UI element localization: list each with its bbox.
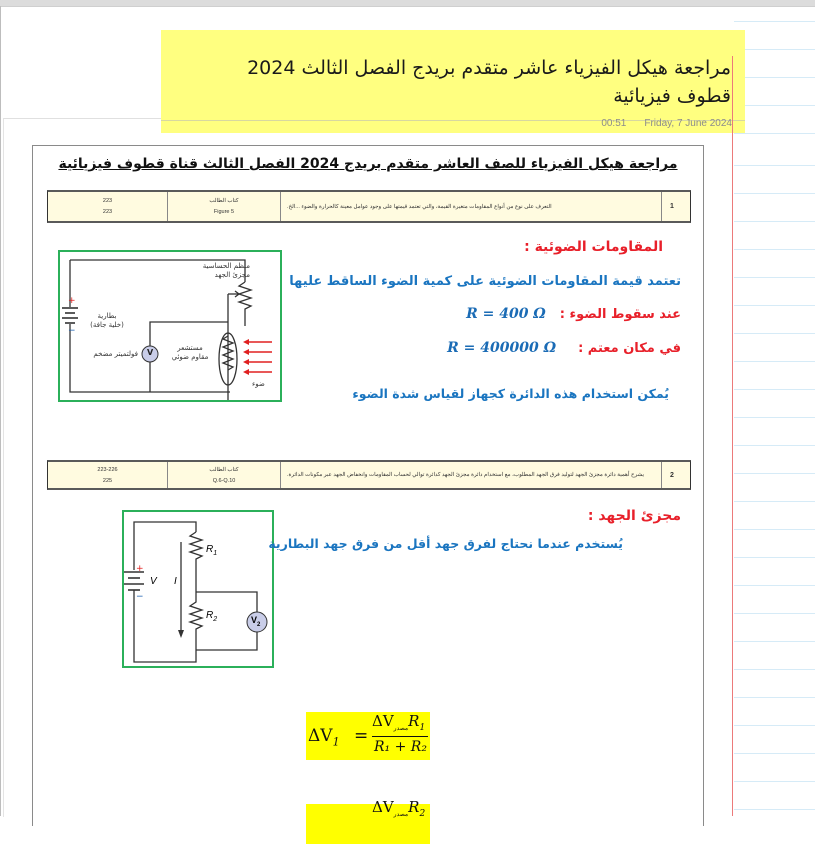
case-light-row bbox=[466, 306, 681, 322]
section1-statement: تعتمد قيمة المقاومات الضوئية على كمية الضوء الساقط عليها bbox=[289, 274, 681, 289]
minus-sign: − bbox=[136, 592, 144, 602]
minus-sign: − bbox=[68, 326, 76, 336]
source-cell bbox=[168, 192, 281, 221]
section2-heading: مجزئ الجهد : bbox=[587, 508, 681, 524]
formula1-denominator: R₁ + R₂ bbox=[374, 739, 427, 755]
case-dark-label: في مكان معتم : bbox=[578, 340, 681, 356]
row-number: 1 bbox=[670, 203, 674, 210]
row-number: 2 bbox=[670, 471, 674, 479]
formula1-lhs: $\Delta V_1$ bbox=[308, 726, 340, 749]
note-title-container[interactable] bbox=[161, 30, 745, 133]
battery-v-label: V bbox=[150, 576, 157, 587]
source-bottom: Q.6-Q.10 bbox=[212, 477, 236, 484]
voltmeter-v2-icon: $V_2$ bbox=[251, 615, 261, 628]
description-cell: يشرح أهمية دائرة مجزئ الجهد لتوليد فرق الجهد المطلوب، مع استخدام دائرة مجزئ الجهد كدائرة توالي لحساب المقاومات وانخفاض الجهد عبر مكونات الدائرة. bbox=[281, 462, 662, 488]
section1-heading: المقاومات الضوئية : bbox=[524, 239, 663, 255]
r1-label: $R_1$ bbox=[206, 544, 218, 557]
description-cell: التعرف على نوع من أنواع المقاومات متغيرة القيمة، والتي تعتمد قيمتها على وجود عوامل معينة كالحرارة والضوء ...الخ. bbox=[281, 192, 662, 221]
sensor-label: مستشعر مقاوم ضوئي bbox=[171, 344, 209, 361]
voltage-divider-formula-1 bbox=[306, 712, 430, 760]
page-cell bbox=[48, 192, 168, 221]
ldr-circuit-figure bbox=[58, 250, 282, 402]
voltage-divider-diagram bbox=[124, 512, 272, 666]
formula1-numerator: $\Delta V_{مصدر}R_1$ bbox=[372, 712, 426, 733]
regulator-label: منظم الحساسية مجزئ الجهد bbox=[202, 262, 250, 279]
note-timestamp bbox=[583, 118, 732, 129]
case-dark-row bbox=[447, 340, 681, 356]
case-dark-value: R = 400000 Ω bbox=[447, 340, 557, 356]
source-top: كتاب الطالب bbox=[209, 198, 239, 204]
voltage-divider-formula-2 bbox=[306, 798, 430, 844]
page-ref-bottom: 223 bbox=[102, 209, 113, 215]
section1-usage: يُمكن استخدام هذه الدائرة كجهاز لقياس شدة الضوء bbox=[352, 386, 669, 401]
ruled-lines bbox=[734, 0, 815, 816]
page-ref-top: 223 bbox=[102, 198, 113, 204]
note-date: Friday, 7 June 2024 bbox=[644, 118, 732, 129]
formula1-equals: = bbox=[354, 726, 369, 746]
case-light-value: R = 400 Ω bbox=[466, 306, 546, 322]
margin-line bbox=[732, 56, 733, 816]
voltmeter-icon: V bbox=[147, 348, 154, 357]
document-heading: مراجعة هيكل الفيزياء للصف العاشر متقدم بريدج 2024 الفصل الثالث قناة قطوف فيزيائية bbox=[58, 156, 678, 172]
window-left-edge bbox=[0, 6, 1, 816]
fraction-bar bbox=[372, 736, 428, 737]
note-title[interactable]: مراجعة هيكل الفيزياء عاشر متقدم بريدج الفصل الثالث 2024 قطوف فيزيائية bbox=[247, 57, 731, 107]
light-label: ضوء bbox=[252, 380, 265, 388]
section2-statement: يُستخدم عندما نحتاج لفرق جهد أقل من فرق جهد البطارية bbox=[268, 536, 623, 551]
plus-sign: + bbox=[136, 564, 144, 574]
table-row bbox=[47, 190, 691, 223]
page-cell bbox=[48, 462, 168, 488]
case-light-label: عند سقوط الضوء : bbox=[559, 306, 681, 322]
plus-sign: + bbox=[68, 296, 76, 306]
source-bottom: Figure 5 bbox=[213, 209, 235, 215]
r2-label: $R_2$ bbox=[206, 610, 218, 623]
voltmeter-label: فولتميتر مضخم bbox=[93, 350, 138, 358]
table-row bbox=[47, 460, 691, 490]
formula2-numerator: $\Delta V_{مصدر}R_2$ bbox=[372, 798, 426, 819]
current-i-label: I bbox=[174, 576, 177, 587]
embedded-document[interactable] bbox=[32, 145, 704, 826]
battery-label: بطارية (خلية جافة) bbox=[90, 312, 124, 329]
voltage-divider-figure bbox=[122, 510, 274, 668]
source-top: كتاب الطالب bbox=[209, 466, 239, 473]
page-ref-bottom: 225 bbox=[102, 477, 113, 484]
page-ref-top: 223-226 bbox=[97, 466, 118, 473]
source-cell bbox=[168, 462, 281, 488]
window-top-bar bbox=[0, 0, 815, 7]
note-time: 00:51 bbox=[601, 118, 627, 129]
